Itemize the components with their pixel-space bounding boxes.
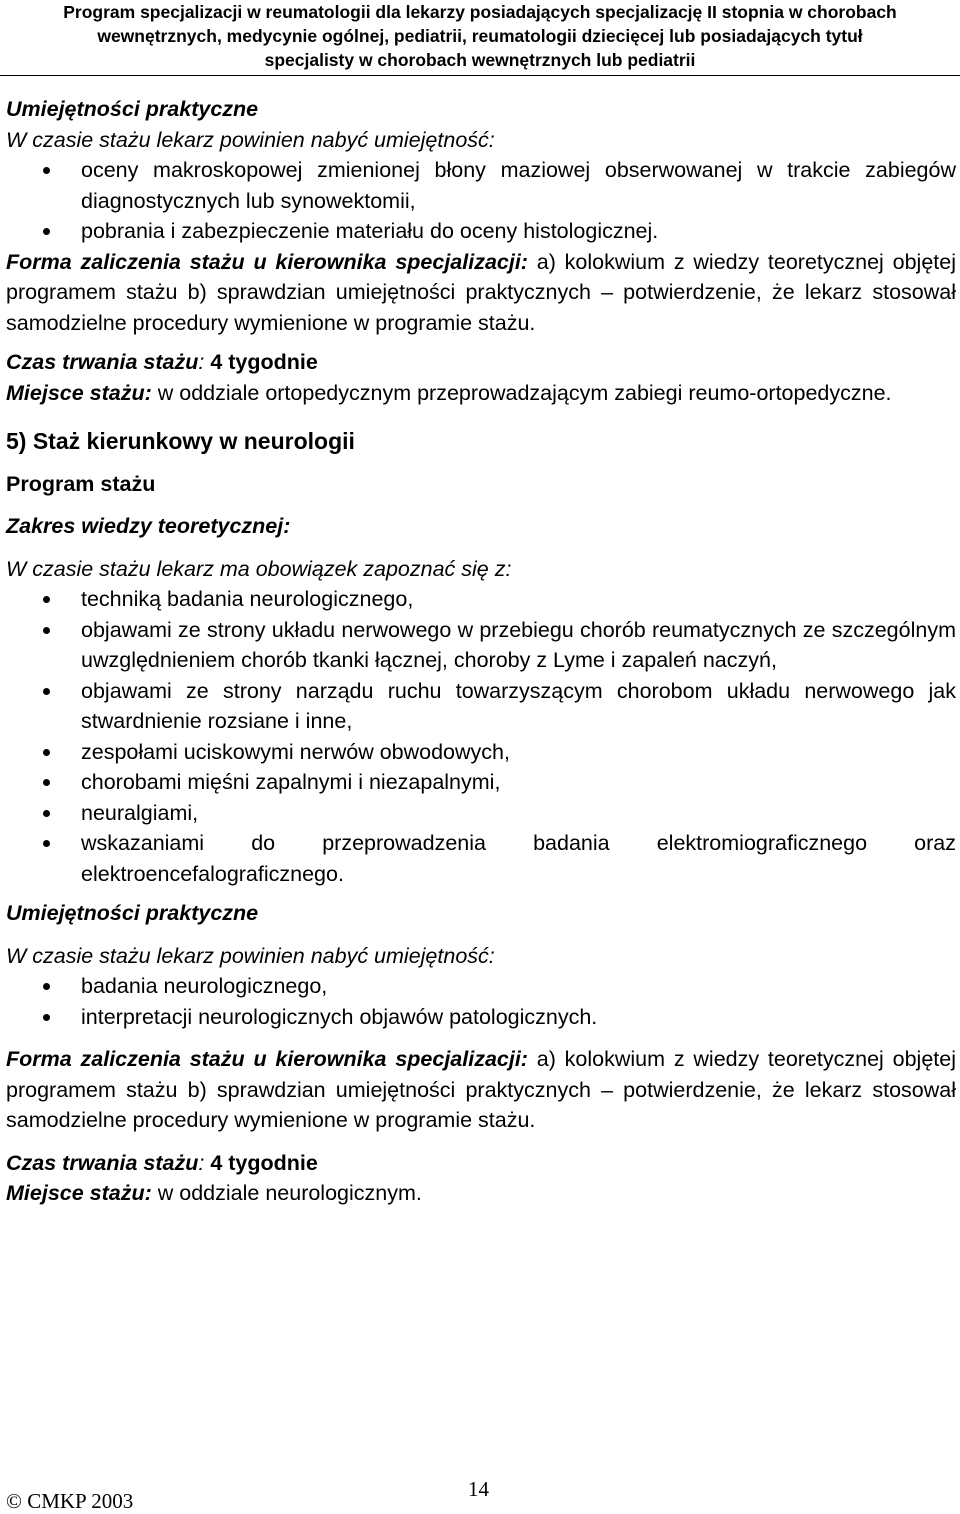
list-item: oceny makroskopowej zmienionej błony maziowej obserwowanej w trakcie zabiegów diagnostycznych lub synowektomii, xyxy=(6,155,956,216)
place-label: Miejsce stażu: xyxy=(6,1181,152,1205)
completion-form-label: Forma zaliczenia stażu u kierownika specjalizacji: xyxy=(6,1047,528,1071)
page-footer xyxy=(6,1477,956,1514)
list-item: badania neurologicznego, xyxy=(6,971,956,1002)
duration-value: 4 tygodnie xyxy=(210,1150,318,1175)
header-line: specjalisty w chorobach wewnętrznych lub pediatrii xyxy=(264,50,696,70)
place-text: w oddziale ortopedycznym przeprowadzającym zabiegi reumo-ortopedyczne. xyxy=(151,380,892,405)
bullet-icon xyxy=(43,983,50,990)
internship-place xyxy=(6,1178,956,1209)
list-item: objawami ze strony układu nerwowego w przebiegu chorób reumatycznych ze szczególnym uwzględnieniem chorób tkanki łącznej, choroby z Lyme i zapaleń naczyń, xyxy=(6,615,956,676)
knowledge-title: Zakres wiedzy teoretycznej: xyxy=(6,514,291,538)
completion-form xyxy=(6,247,956,339)
header-divider xyxy=(0,75,960,76)
knowledge-list xyxy=(6,584,956,889)
list-item: objawami ze strony narządu ruchu towarzyszącym chorobom układu nerwowego jak stwardnienie rozsiane i inne, xyxy=(6,676,956,737)
skills-intro: W czasie stażu lekarz powinien nabyć umiejętność: xyxy=(6,127,495,152)
bullet-icon xyxy=(43,779,50,786)
document-body xyxy=(6,94,956,1209)
list-item: techniką badania neurologicznego, xyxy=(6,584,956,615)
skills-list xyxy=(6,971,956,1032)
skills-title: Umiejętności praktyczne xyxy=(6,901,259,925)
bullet-icon xyxy=(43,840,50,847)
skills-title: Umiejętności praktyczne xyxy=(6,97,259,121)
duration-label: Czas trwania stażu xyxy=(6,350,199,374)
knowledge-intro: W czasie stażu lekarz ma obowiązek zapoznać się z: xyxy=(6,556,512,581)
duration: Czas trwania stażu: 4 tygodnie xyxy=(6,1150,318,1175)
bullet-icon xyxy=(43,688,50,695)
header-line: wewnętrznych, medycynie ogólnej, pediatrii, reumatologii dziecięcej lub posiadających tytuł xyxy=(97,26,863,46)
completion-form-text: a) kolokwium z wiedzy teoretycznej objętej programem stażu b) sprawdzian umiejętności praktycznych – potwierdzenie, że lekarz stosował samodzielne procedury wymienione w programie stażu. xyxy=(6,1047,956,1132)
bullet-icon xyxy=(43,627,50,634)
bullet-icon xyxy=(43,810,50,817)
duration-value: 4 tygodnie xyxy=(210,350,318,374)
bullet-icon xyxy=(43,1014,50,1021)
header-line: Program specjalizacji w reumatologii dla lekarzy posiadających specjalizację II stopnia w chorobach xyxy=(63,2,897,22)
copyright: © CMKP 2003 xyxy=(6,1489,134,1513)
skills-list xyxy=(6,155,956,247)
bullet-icon xyxy=(43,167,50,174)
list-item: wskazaniami do przeprowadzenia badania elektromiograficznego oraz elektroencefalograficznego. xyxy=(6,828,956,889)
completion-form xyxy=(6,1044,956,1136)
list-item: chorobami mięśni zapalnymi i niezapalnymi, xyxy=(6,767,956,798)
page-header xyxy=(0,0,960,72)
list-item: neuralgiami, xyxy=(6,798,956,829)
list-item: interpretacji neurologicznych objawów patologicznych. xyxy=(6,1002,956,1033)
bullet-icon xyxy=(43,596,50,603)
duration: Czas trwania stażu: 4 tygodnie xyxy=(6,350,318,374)
program-title: Program stażu xyxy=(6,471,156,496)
place-text: w oddziale neurologicznym. xyxy=(151,1181,422,1205)
place-label: Miejsce stażu: xyxy=(6,380,152,405)
internship-place xyxy=(6,378,956,409)
bullet-icon xyxy=(43,749,50,756)
list-item: pobrania i zabezpieczenie materiału do oceny histologicznej. xyxy=(6,216,956,247)
bullet-icon xyxy=(43,228,50,235)
completion-form-label: Forma zaliczenia stażu u kierownika specjalizacji: xyxy=(6,249,528,274)
page-number: 14 xyxy=(468,1477,489,1501)
section-heading: 5) Staż kierunkowy w neurologii xyxy=(6,428,355,454)
completion-form-text: a) kolokwium z wiedzy teoretycznej objętej programem stażu b) sprawdzian umiejętności praktycznych – potwierdzenie, że lekarz stosował samodzielne procedury wymienione w programie stażu. xyxy=(6,249,956,335)
list-item: zespołami uciskowymi nerwów obwodowych, xyxy=(6,737,956,768)
skills-intro: W czasie stażu lekarz powinien nabyć umiejętność: xyxy=(6,943,495,968)
duration-label: Czas trwania stażu xyxy=(6,1150,199,1175)
